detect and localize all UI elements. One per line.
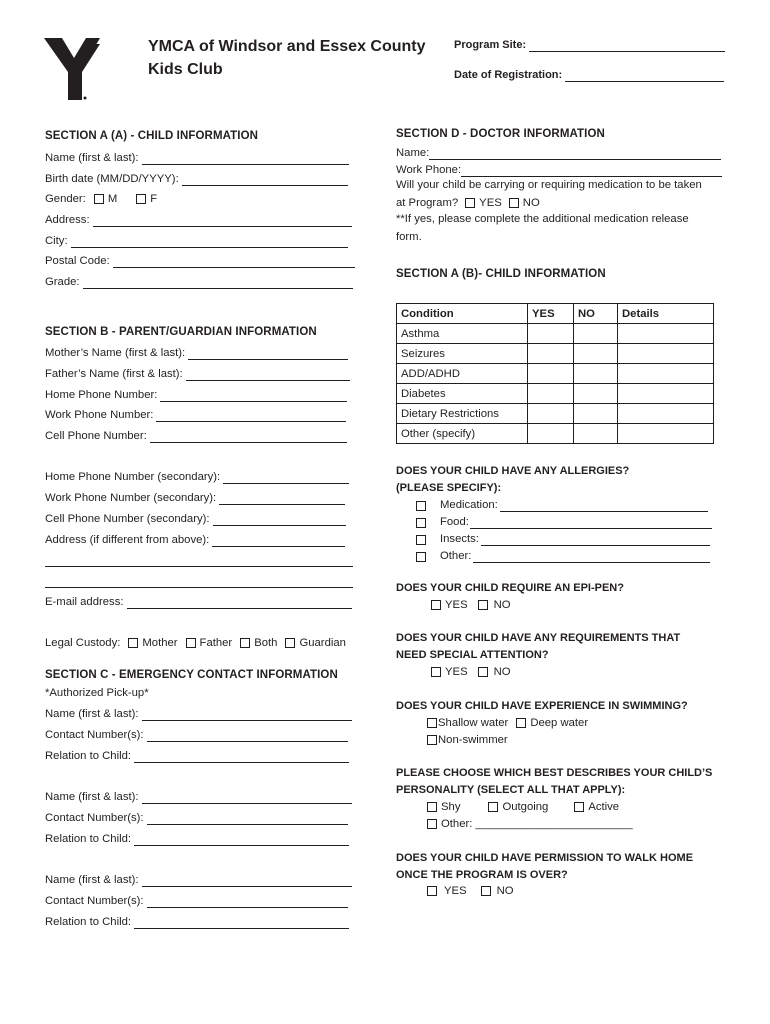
medication-no-checkbox[interactable] [509, 198, 519, 208]
address-line-2[interactable] [45, 566, 353, 567]
dietary-no-cell[interactable] [574, 404, 618, 424]
ymca-logo [44, 38, 104, 102]
custody-father-checkbox[interactable] [186, 638, 196, 648]
diabetes-no-cell[interactable] [574, 384, 618, 404]
work-phone-field[interactable]: Work Phone Number: [45, 408, 346, 422]
seizures-details-cell[interactable] [618, 344, 714, 364]
child-name-field[interactable]: Name (first & last): [45, 151, 349, 165]
requirements-question: DOES YOUR CHILD HAVE ANY REQUIREMENTS THAT NEED SPECIAL ATTENTION? [396, 632, 681, 661]
emergency-2-name-field[interactable]: Name (first & last): [45, 790, 352, 804]
walk-home-no-checkbox[interactable] [481, 886, 491, 896]
allergy-food-checkbox[interactable] [416, 518, 426, 528]
address-secondary-field[interactable]: Address (if different from above): [45, 533, 345, 547]
adhd-yes-cell[interactable] [528, 364, 574, 384]
custody-both-checkbox[interactable] [240, 638, 250, 648]
allergy-other-checkbox[interactable] [416, 552, 426, 562]
table-row [397, 364, 714, 384]
child-city-field[interactable]: City: [45, 234, 348, 248]
section-b-heading: SECTION B - PARENT/GUARDIAN INFORMATION [45, 326, 317, 338]
seizures-yes-cell[interactable] [528, 344, 574, 364]
personality-options-row2: Other: _________________________ [427, 817, 633, 831]
medication-note-line1: **If yes, please complete the additional medication release [396, 213, 689, 225]
medication-question: Will your child be carrying or requiring medication to be taken [396, 179, 702, 191]
table-row [397, 384, 714, 404]
personality-other-checkbox[interactable] [427, 819, 437, 829]
emergency-3-contact-field[interactable]: Contact Number(s): [45, 894, 348, 908]
emergency-1-relation-field[interactable]: Relation to Child: [45, 749, 349, 763]
allergies-question: DOES YOUR CHILD HAVE ANY ALLERGIES? (PLEASE SPECIFY): [396, 465, 630, 494]
emergency-1-name-field[interactable]: Name (first & last): [45, 707, 352, 721]
personality-active-checkbox[interactable] [574, 802, 584, 812]
asthma-yes-cell[interactable] [528, 324, 574, 344]
swimming-shallow-checkbox[interactable] [427, 718, 437, 728]
requirements-options: YES NO [431, 665, 511, 679]
emergency-3-name-field[interactable]: Name (first & last): [45, 873, 352, 887]
address-line-3[interactable] [45, 587, 353, 588]
table-row [397, 344, 714, 364]
table-row [397, 324, 714, 344]
walk-home-options: YES NO [427, 884, 514, 898]
other-details-cell[interactable] [618, 424, 714, 444]
program-site-field[interactable]: Program Site: [454, 38, 725, 52]
condition-dietary: Dietary Restrictions [397, 404, 528, 424]
swimming-options-row1: Shallow water Deep water [427, 716, 588, 730]
personality-question: PLEASE CHOOSE WHICH BEST DESCRIBES YOUR CHILD’S PERSONALITY (SELECT ALL THAT APPLY): [396, 767, 713, 796]
personality-outgoing-checkbox[interactable] [488, 802, 498, 812]
table-header-row [397, 304, 714, 324]
date-registration-field[interactable]: Date of Registration: [454, 68, 724, 82]
dietary-details-cell[interactable] [618, 404, 714, 424]
email-field[interactable]: E-mail address: [45, 595, 352, 609]
medication-yes-checkbox[interactable] [465, 198, 475, 208]
header-no: NO [574, 304, 618, 324]
diabetes-yes-cell[interactable] [528, 384, 574, 404]
emergency-3-relation-field[interactable]: Relation to Child: [45, 915, 349, 929]
swimming-question: DOES YOUR CHILD HAVE EXPERIENCE IN SWIMMING? [396, 700, 688, 712]
home-phone-field[interactable]: Home Phone Number: [45, 388, 347, 402]
custody-guardian-checkbox[interactable] [285, 638, 295, 648]
conditions-table [396, 303, 714, 444]
allergy-insects-checkbox[interactable] [416, 535, 426, 545]
allergy-medication-field[interactable]: Medication: [416, 498, 708, 512]
legal-custody-field: Legal Custody: Mother Father Both Guardian [45, 637, 346, 649]
requirements-yes-checkbox[interactable] [431, 667, 441, 677]
work-phone-secondary-field[interactable]: Work Phone Number (secondary): [45, 491, 345, 505]
doctor-name-field[interactable]: Name: [396, 146, 721, 160]
asthma-details-cell[interactable] [618, 324, 714, 344]
mother-name-field[interactable]: Mother’s Name (first & last): [45, 346, 348, 360]
table-row [397, 424, 714, 444]
condition-asthma: Asthma [397, 324, 528, 344]
condition-add-adhd: ADD/ADHD [397, 364, 528, 384]
diabetes-details-cell[interactable] [618, 384, 714, 404]
personality-shy-checkbox[interactable] [427, 802, 437, 812]
other-yes-cell[interactable] [528, 424, 574, 444]
allergy-other-field[interactable]: Other: [416, 549, 710, 563]
header-details: Details [618, 304, 714, 324]
section-c-subheading: *Authorized Pick-up* [45, 687, 149, 699]
epipen-no-checkbox[interactable] [478, 600, 488, 610]
child-birthdate-field[interactable]: Birth date (MM/DD/YYYY): [45, 172, 348, 186]
medication-answer: at Program? YES NO [396, 197, 540, 209]
home-phone-secondary-field[interactable]: Home Phone Number (secondary): [45, 470, 349, 484]
emergency-1-contact-field[interactable]: Contact Number(s): [45, 728, 348, 742]
section-c-heading: SECTION C - EMERGENCY CONTACT INFORMATION [45, 669, 338, 681]
father-name-field[interactable]: Father’s Name (first & last): [45, 367, 350, 381]
condition-seizures: Seizures [397, 344, 528, 364]
cell-phone-field[interactable]: Cell Phone Number: [45, 429, 347, 443]
gender-f-checkbox[interactable] [136, 194, 146, 204]
allergy-medication-checkbox[interactable] [416, 501, 426, 511]
epipen-yes-checkbox[interactable] [431, 600, 441, 610]
cell-phone-secondary-field[interactable]: Cell Phone Number (secondary): [45, 512, 346, 526]
emergency-2-contact-field[interactable]: Contact Number(s): [45, 811, 348, 825]
requirements-no-checkbox[interactable] [478, 667, 488, 677]
medication-note-line2: form. [396, 231, 422, 243]
section-a-b-heading: SECTION A (B)- CHILD INFORMATION [396, 268, 606, 280]
dietary-yes-cell[interactable] [528, 404, 574, 424]
personality-options-row1: Shy Outgoing Active [427, 800, 619, 814]
allergy-insects-field[interactable]: Insects: [416, 532, 710, 546]
child-grade-field[interactable]: Grade: [45, 275, 353, 289]
epipen-options: YES NO [431, 598, 511, 612]
other-no-cell[interactable] [574, 424, 618, 444]
section-a-heading: SECTION A (A) - CHILD INFORMATION [45, 130, 259, 142]
adhd-no-cell[interactable] [574, 364, 618, 384]
swimming-deep-checkbox[interactable] [516, 718, 526, 728]
header-condition: Condition [397, 304, 528, 324]
header-yes: YES [528, 304, 574, 324]
gender-m-checkbox[interactable] [94, 194, 104, 204]
condition-diabetes: Diabetes [397, 384, 528, 404]
condition-other: Other (specify) [397, 424, 528, 444]
emergency-2-relation-field[interactable]: Relation to Child: [45, 832, 349, 846]
title-line-1: YMCA of Windsor and Essex County [148, 38, 426, 55]
swimming-non-checkbox[interactable] [427, 735, 437, 745]
section-d-heading: SECTION D - DOCTOR INFORMATION [396, 128, 605, 140]
title-line-2: Kids Club [148, 61, 223, 78]
adhd-details-cell[interactable] [618, 364, 714, 384]
walk-home-yes-checkbox[interactable] [427, 886, 437, 896]
child-address-field[interactable]: Address: [45, 213, 352, 227]
table-row [397, 404, 714, 424]
seizures-no-cell[interactable] [574, 344, 618, 364]
asthma-no-cell[interactable] [574, 324, 618, 344]
child-postal-field[interactable]: Postal Code: [45, 254, 355, 268]
allergy-food-field[interactable]: Food: [416, 515, 712, 529]
epipen-question: DOES YOUR CHILD REQUIRE AN EPI-PEN? [396, 582, 624, 594]
doctor-work-phone-field[interactable]: Work Phone: [396, 163, 722, 177]
swimming-options-row2: Non-swimmer [427, 733, 508, 747]
gender-field: Gender: M F [45, 193, 158, 205]
custody-mother-checkbox[interactable] [128, 638, 138, 648]
form-title [148, 35, 426, 81]
walk-home-question: DOES YOUR CHILD HAVE PERMISSION TO WALK HOME ONCE THE PROGRAM IS OVER? [396, 852, 694, 881]
